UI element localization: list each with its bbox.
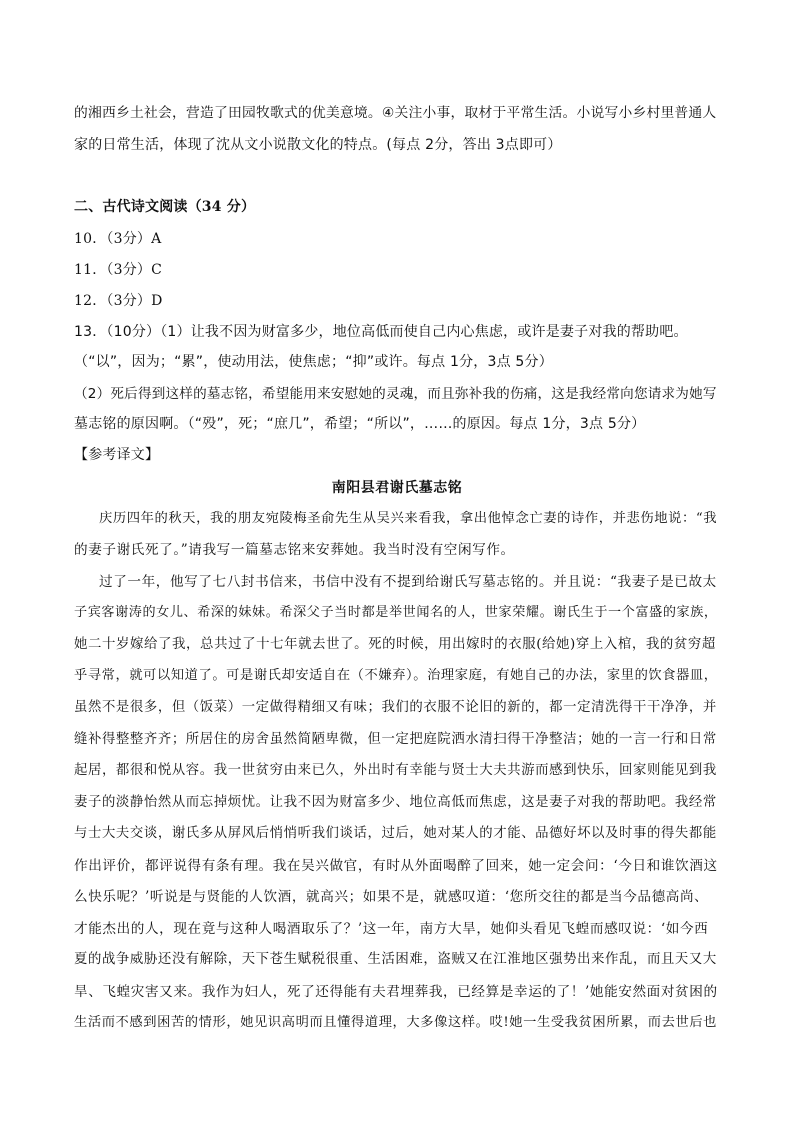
translation-line: 过了一年，他写了七八封书信来，书信中没有不提到给谢氏写墓志铭的。并且说：“我妻子是已故太 (99, 574, 717, 590)
translation-line: 起居，都很和悦从容。我一世贫穷由来已久，外出时有幸能与贤士大夫共游而感到快乐，回家则能见到我 (74, 763, 717, 778)
translation-title: 南阳县君谢氏墓志铭 (331, 480, 463, 496)
answer-q10: 10．（3分）A (74, 231, 162, 247)
translation-line: 旱、飞蝗灾害又来。我作为妇人，死了还得能有夫君埋葬我，已经算是幸运的了！’她能安然面对贫困的 (74, 984, 718, 1000)
translation-line: 生活而不感到困苦的情形，她见识高明而且懂得道理，大多像这样。哎!她一生受我贫困所累，而去世后也 (74, 1015, 718, 1030)
answer-continued-line-1: 的湘西乡土社会，营造了田园牧歌式的优美意境。④关注小事，取材于平常生活。小说写小乡村里普通人 (74, 105, 717, 121)
reference-translation-label: 【参考译文】 (74, 447, 160, 463)
answer-q11: 11．（3分）C (74, 262, 163, 278)
answer-q12: 12．（3分）D (74, 293, 163, 309)
answer-q13-part1-scoring: （“以”，因为；“累”，使动用法，使焦虑；“抑”或许。每点 1分，3点 5分） (74, 354, 553, 370)
translation-line: 才能杰出的人，现在竟与这种人喝酒取乐了？’这一年，南方大旱，她仰头看见飞蝗而感叹说：‘如今西 (74, 921, 709, 937)
answer-q13-part2: （2）死后得到这样的墓志铭，希望能用来安慰她的灵魂，而且弥补我的伤痛，这是我经常向您请求为她写 (74, 386, 717, 402)
translation-line: 她二十岁嫁给了我，总共过了十七年就去世了。死的时候，用出嫁时的衣服(给她)穿上入棺，我的贫穷超 (74, 637, 716, 652)
translation-line: 缝补得整整齐齐；所居住的房舍虽然简陋卑微，但一定把庭院洒水清扫得干净整洁；她的一言一行和日常 (74, 732, 717, 747)
translation-line: 乎寻常，就可以知道了。可是谢氏却安适自在（不嫌弃）。治理家庭，有她自己的办法，家里的饮食器皿， (74, 668, 718, 683)
answer-q13-part1: 13．（10分）（1）让我不因为财富多少，地位高低而使自己内心焦虑，或许是妻子对我的帮助吧。 (74, 324, 688, 340)
translation-line: 作出评价，都评说得有条有理。我在吴兴做官，有时从外面喝醉了回来，她一定会问：‘今日和谁饮酒这 (74, 858, 718, 874)
answer-q13-part2-scoring: 墓志铭的原因啊。（“殁”，死；“庶几”，希望；“所以”，……的原因。每点 1分，3点 5分） (74, 416, 646, 432)
answer-continued-line-2: 家的日常生活，体现了沈从文小说散文化的特点。(每点 2分，答出 3点即可） (74, 137, 562, 153)
translation-line: 妻子的淡静怡然从而忘掉烦忧。让我不因为财富多少、地位高低而焦虑，这是妻子对我的帮助吧。我经常 (74, 795, 717, 810)
translation-line: 么快乐呢？’听说是与贤能的人饮酒，就高兴；如果不是，就感叹道：‘您所交往的都是当今品德高尚、 (74, 889, 709, 905)
translation-line: 夏的战争威胁还没有解除，天下苍生赋税很重、生活困难，盗贼又在江淮地区强势出来作乱，而且天又大 (74, 952, 717, 967)
translation-line: 子宾客谢涛的女儿、希深的妹妹。希深父子当时都是举世闻名的人，世家荣耀。谢氏生于一个富盛的家族， (74, 605, 718, 620)
section-heading: 二、古代诗文阅读（34 分） (74, 199, 256, 215)
translation-line: 虽然不是很多，但（饭菜）一定做得精细又有味；我们的衣服不论旧的新的，都一定清洗得干干净净，并 (74, 700, 717, 715)
translation-line: 庆历四年的秋天，我的朋友宛陵梅圣俞先生从吴兴来看我，拿出他悼念亡妻的诗作，并悲伤地说：“我 (99, 511, 718, 526)
translation-line: 的妻子谢氏死了。”请我写一篇墓志铭来安葬她。我当时没有空闲写作。 (74, 542, 515, 558)
translation-line: 与士大夫交谈，谢氏多从屏风后悄悄听我们谈话，过后，她对某人的才能、品德好坏以及时事的得失都能 (74, 826, 717, 841)
